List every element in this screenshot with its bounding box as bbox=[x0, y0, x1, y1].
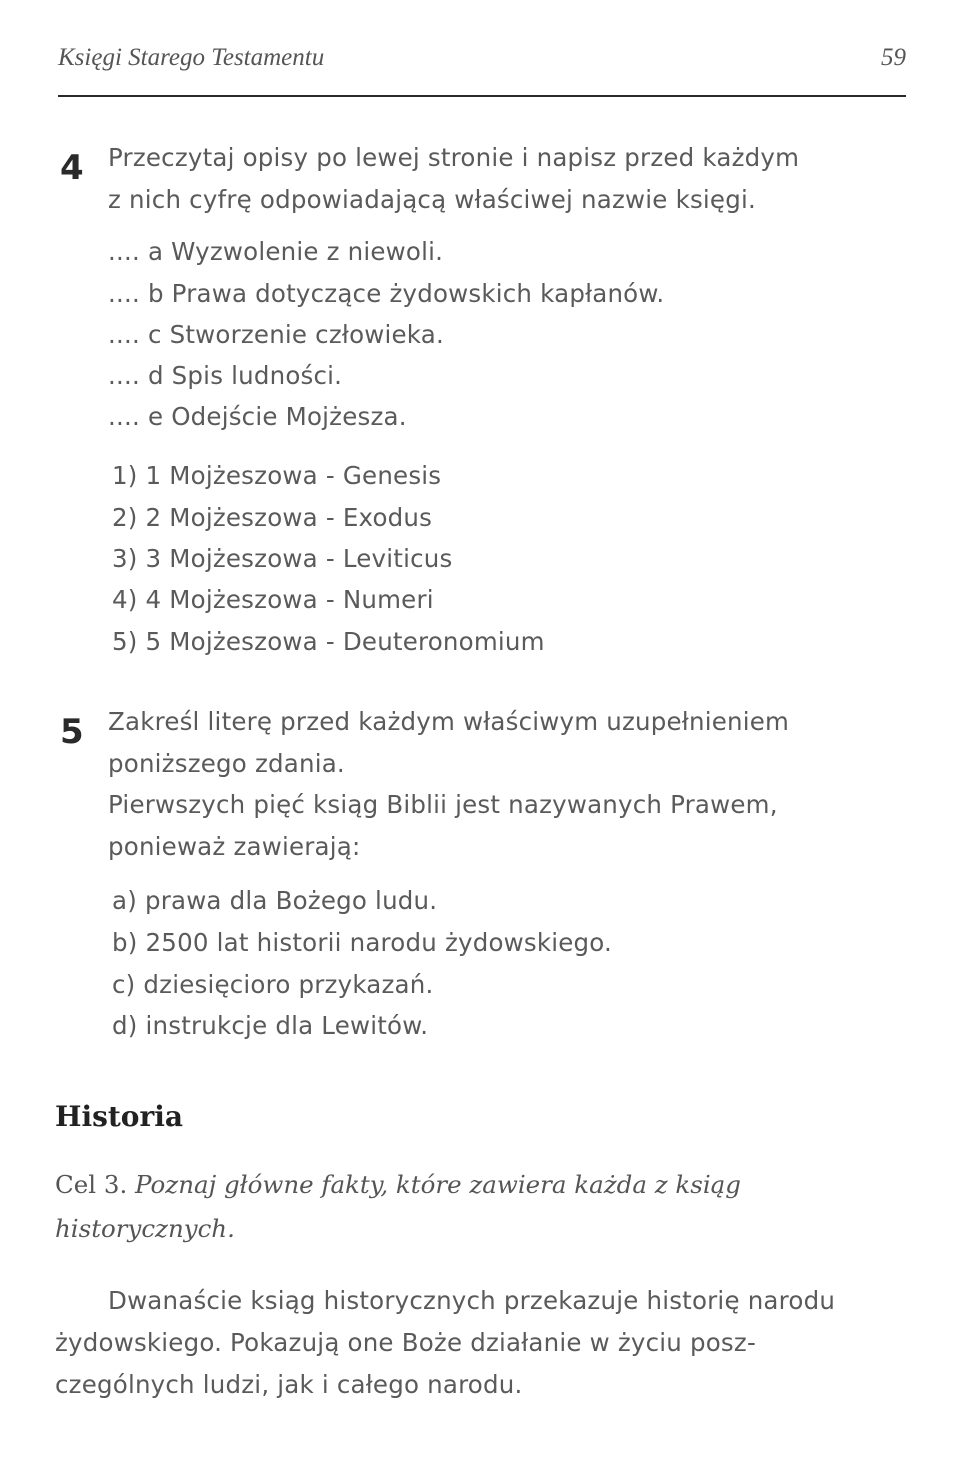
exercise-4-instruction-line: Przeczytaj opisy po lewej stronie i napisz przed każdym bbox=[108, 143, 800, 172]
exercise-5-instruction-line: Pierwszych pięć ksiąg Biblii jest nazywanych Prawem, bbox=[108, 790, 778, 819]
answer-option: d) instrukcje dla Lewitów. bbox=[112, 1011, 429, 1040]
exercise-5-instruction-line: Zakreśl literę przed każdym właściwym uzupełnieniem bbox=[108, 707, 790, 736]
exercise-4-number: 4 bbox=[60, 148, 84, 188]
exercise-5-instruction-line: ponieważ zawierają: bbox=[108, 832, 361, 861]
running-header bbox=[58, 44, 906, 84]
book-item: 5) 5 Mojżeszowa - Deuteronomium bbox=[112, 627, 545, 656]
answer-option: b) 2500 lat historii narodu żydowskiego. bbox=[112, 928, 613, 957]
answer-option: a) prawa dla Bożego ludu. bbox=[112, 886, 438, 915]
goal-text: historycznych. bbox=[55, 1214, 235, 1243]
goal-prefix: Cel 3. bbox=[55, 1170, 128, 1199]
book-item: 4) 4 Mojżeszowa - Numeri bbox=[112, 585, 434, 614]
paragraph-line: czególnych ludzi, jak i całego narodu. bbox=[55, 1370, 523, 1399]
page-number: 59 bbox=[881, 44, 906, 71]
answer-option: c) dziesięcioro przykazań. bbox=[112, 970, 434, 999]
description-item: .... e Odejście Mojżesza. bbox=[108, 402, 407, 431]
exercise-4-instruction-line: z nich cyfrę odpowiadającą właściwej nazwie księgi. bbox=[108, 185, 756, 214]
book-item: 1) 1 Mojżeszowa - Genesis bbox=[112, 461, 442, 490]
goal-line bbox=[55, 1214, 235, 1243]
book-item: 2) 2 Mojżeszowa - Exodus bbox=[112, 503, 433, 532]
header-rule bbox=[58, 95, 906, 97]
goal-line bbox=[55, 1170, 741, 1199]
description-item: .... a Wyzwolenie z niewoli. bbox=[108, 237, 444, 266]
header-title: Księgi Starego Testamentu bbox=[58, 44, 325, 71]
paragraph-line: Dwanaście ksiąg historycznych przekazuje historię narodu bbox=[108, 1286, 836, 1315]
section-heading: Historia bbox=[55, 1100, 183, 1133]
description-item: .... b Prawa dotyczące żydowskich kapłanów. bbox=[108, 279, 665, 308]
goal-text: Poznaj główne fakty, które zawiera każda z ksiąg bbox=[135, 1170, 741, 1199]
book-item: 3) 3 Mojżeszowa - Leviticus bbox=[112, 544, 453, 573]
paragraph-line: żydowskiego. Pokazują one Boże działanie w życiu posz- bbox=[55, 1328, 756, 1357]
exercise-5-number: 5 bbox=[60, 712, 84, 752]
description-item: .... d Spis ludności. bbox=[108, 361, 343, 390]
description-item: .... c Stworzenie człowieka. bbox=[108, 320, 444, 349]
exercise-5-instruction-line: poniższego zdania. bbox=[108, 749, 345, 778]
